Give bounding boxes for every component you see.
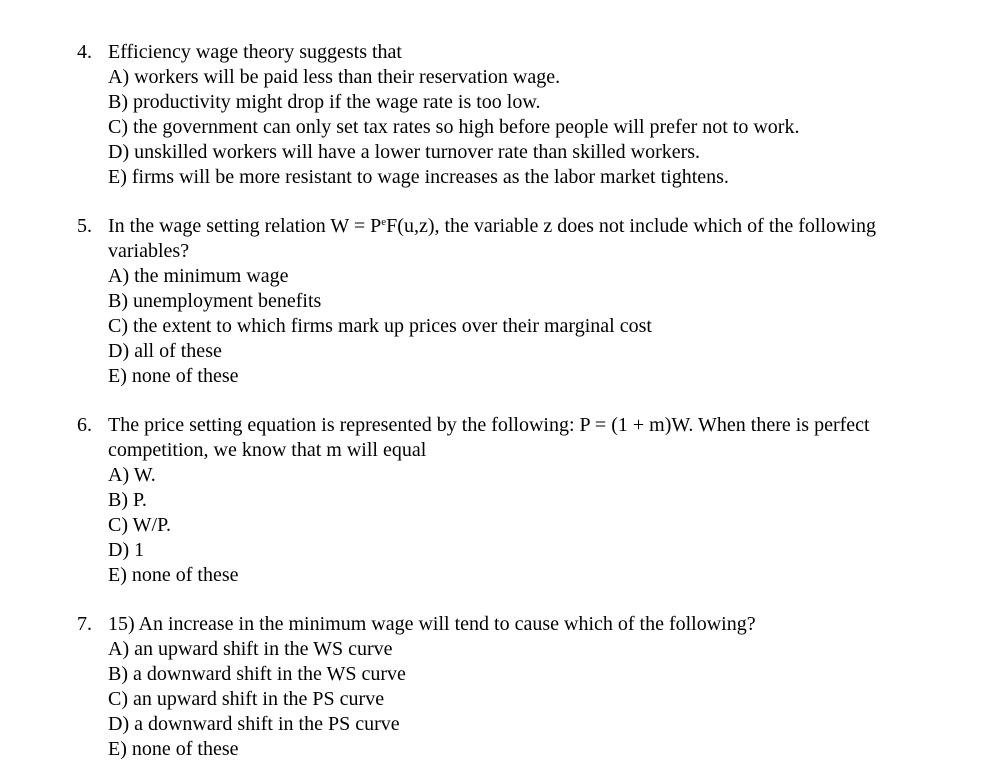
option-c: C) an upward shift in the PS curve [108, 688, 385, 710]
option-d: D) 1 [108, 539, 145, 561]
option-c: C) the government can only set tax rates so high before people will prefer not to work. [108, 116, 800, 138]
option-a: A) workers will be paid less than their reservation wage. [108, 66, 561, 88]
option-e: E) none of these [108, 738, 239, 760]
option-b: B) unemployment benefits [108, 290, 322, 312]
option-c: C) the extent to which firms mark up prices over their marginal cost [108, 315, 652, 337]
option-e: E) firms will be more resistant to wage increases as the labor market tightens. [108, 166, 729, 188]
question-body [108, 413, 988, 588]
question-stem-part2: F(u,z), the variable z does not include which of the following variables? [108, 215, 877, 262]
question-number: 7. [77, 613, 92, 635]
question-stem-part1: In the wage setting relation W = P [108, 215, 382, 237]
option-d: D) a downward shift in the PS curve [108, 713, 400, 735]
question-body [108, 40, 988, 190]
option-b: B) productivity might drop if the wage rate is too low. [108, 91, 541, 113]
option-a: A) W. [108, 464, 156, 486]
question-stem: 15) An increase in the minimum wage will tend to cause which of the following? [108, 613, 756, 635]
question-number: 6. [77, 414, 92, 436]
option-a: A) an upward shift in the WS curve [108, 638, 393, 660]
option-d: D) all of these [108, 340, 222, 362]
option-a: A) the minimum wage [108, 265, 289, 287]
option-c: C) W/P. [108, 514, 171, 536]
question-stem: The price setting equation is represented by the following: P = (1 + m)W. When there is perfect competition, we know that m will equal [108, 414, 870, 461]
question-number: 4. [77, 41, 92, 63]
question-stem: Efficiency wage theory suggests that [108, 41, 402, 63]
superscript-e: e [381, 216, 387, 228]
question-number: 5. [77, 215, 92, 237]
option-b: B) P. [108, 489, 147, 511]
question-body [108, 214, 988, 389]
question-body [108, 612, 988, 762]
option-e: E) none of these [108, 365, 239, 387]
option-e: E) none of these [108, 564, 239, 586]
option-b: B) a downward shift in the WS curve [108, 663, 406, 685]
question-stem [108, 214, 898, 264]
option-d: D) unskilled workers will have a lower turnover rate than skilled workers. [108, 141, 701, 163]
